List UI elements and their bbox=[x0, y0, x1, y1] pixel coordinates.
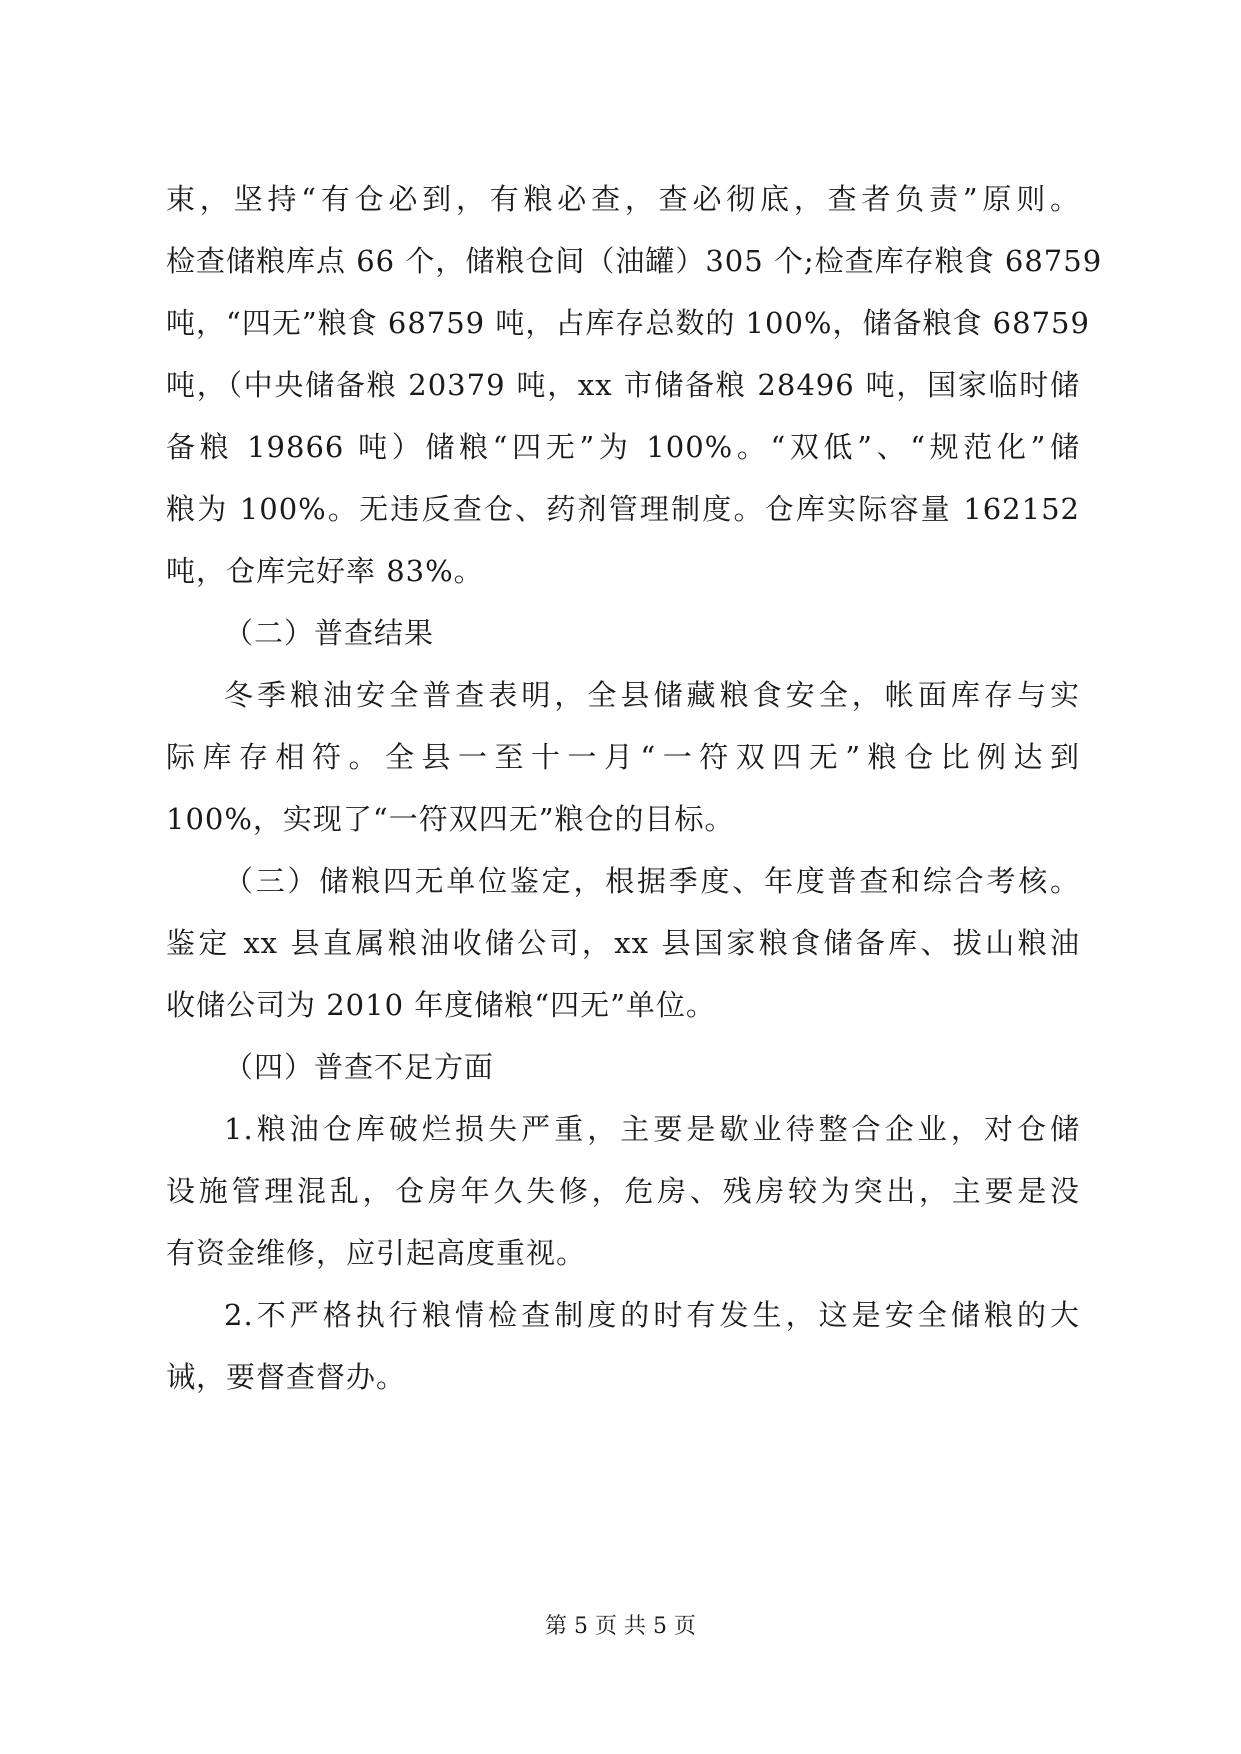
page-number: 第 5 页 共 5 页 bbox=[545, 1614, 696, 1639]
text-line: 100%，实现了“一符双四无”粮仓的目标。 bbox=[166, 802, 735, 836]
text-line: 收储公司为 2010 年度储粮“四无”单位。 bbox=[166, 988, 716, 1022]
section-heading: （四）普查不足方面 bbox=[224, 1050, 495, 1084]
text-line: 鉴定 xx 县直属粮油收储公司，xx 县国家粮食储备库、拔山粮油 bbox=[166, 926, 1080, 960]
text-line: 2.不严格执行粮情检查制度的时有发生，这是安全储粮的大 bbox=[224, 1298, 1080, 1332]
text-line: 有资金维修，应引起高度重视。 bbox=[166, 1236, 587, 1270]
text-line: 际库存相符。全县一至十一月“一符双四无”粮仓比例达到 bbox=[166, 740, 1080, 774]
text-line: 1.粮油仓库破烂损失严重，主要是歇业待整合企业，对仓储 bbox=[224, 1112, 1080, 1146]
text-line: 吨，仓库完好率 83%。 bbox=[166, 554, 484, 588]
document-body bbox=[166, 168, 1103, 1408]
text-line: 冬季粮油安全普查表明，全县储藏粮食安全，帐面库存与实 bbox=[224, 678, 1080, 712]
text-line: （三）储粮四无单位鉴定，根据季度、年度普查和综合考核。 bbox=[224, 864, 1080, 898]
text-line: 粮为 100%。无违反查仓、药剂管理制度。仓库实际容量 162152 bbox=[166, 492, 1080, 526]
text-line: 检查储粮库点 66 个，储粮仓间（油罐）305 个;检查库存粮食 68759 bbox=[166, 244, 1103, 278]
text-line: 设施管理混乱，仓房年久失修，危房、残房较为突出，主要是没 bbox=[166, 1174, 1080, 1208]
text-line: 备粮 19866 吨）储粮“四无”为 100%。“双低”、“规范化”储 bbox=[166, 430, 1080, 464]
text-line: 束，坚持“有仓必到，有粮必查，查必彻底，查者负责”原则。 bbox=[166, 182, 1080, 216]
text-line: 吨，（中央储备粮 20379 吨，xx 市储备粮 28496 吨，国家临时储 bbox=[166, 368, 1080, 402]
page-footer bbox=[0, 1612, 1241, 1642]
text-line: 吨，“四无”粮食 68759 吨，占库存总数的 100%，储备粮食 68759 bbox=[166, 306, 1090, 340]
text-line: 诫，要督查督办。 bbox=[166, 1360, 407, 1394]
section-heading: （二）普查结果 bbox=[224, 616, 435, 650]
